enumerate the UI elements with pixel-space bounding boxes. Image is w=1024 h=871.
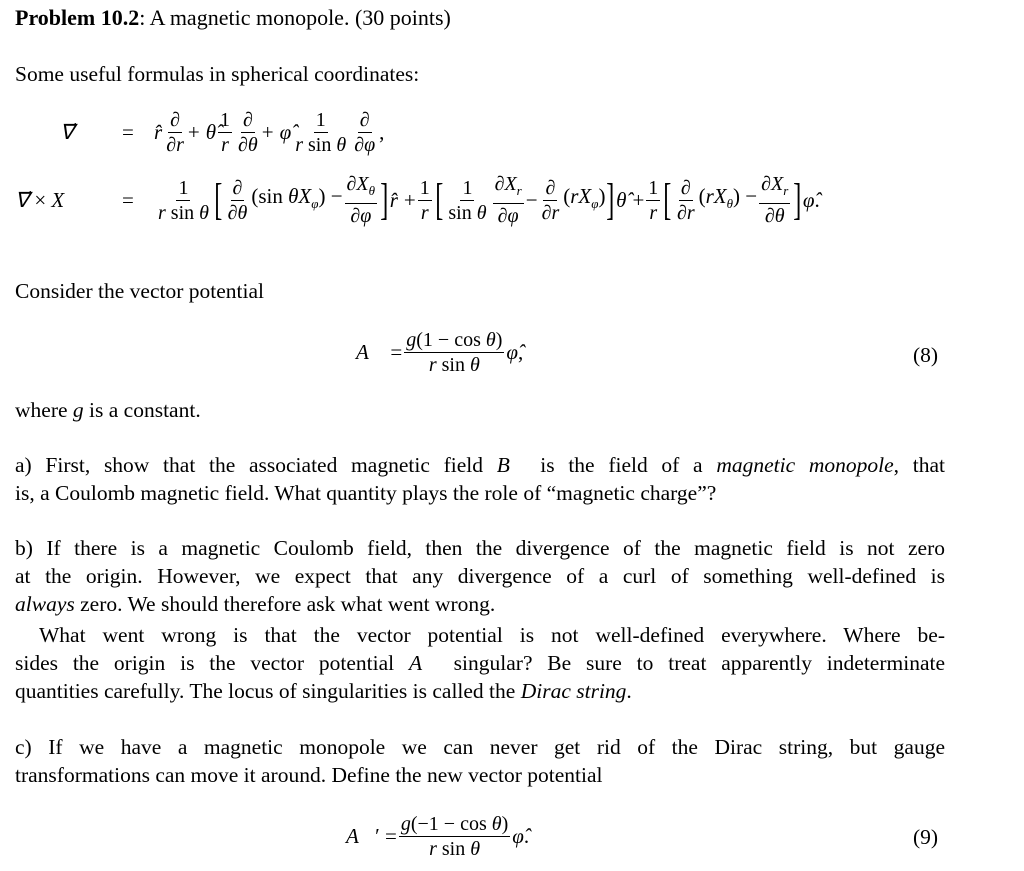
- part-b-line-5-pre: sides the origin is the vector potential: [15, 651, 409, 675]
- part-a-line-1: a) First, show that the associated magnetic field B⃗ is the field of a magnetic monopole, that: [15, 453, 945, 477]
- part-b-line-6-post: .: [626, 679, 632, 703]
- part-b-line-1: b) If there is a magnetic Coulomb field, then the divergence of the magnetic field is not zero: [15, 536, 945, 560]
- gradient-formula: ∇⃗ = r̂ $\frac{\partial}{\partial r}$ + θ̂ $\frac{1}{r}$ $\frac{\partial}{\partial\theta}$ + φ̂ $\frac{1}{\text{r sin θ}}$ $\frac{\partial}{\partial\varphi}$ ,: [60, 108, 385, 156]
- part-a-mid: is the field of a: [526, 453, 717, 477]
- part-a-line-2: is, a Coulomb magnetic field. What quantity plays the role of “magnetic charge”?: [15, 481, 717, 505]
- part-b-emphasis: always: [15, 592, 75, 616]
- part-b-line-5-post: singular? Be sure to treat apparently indeterminate: [438, 651, 945, 675]
- part-c-line-1: c) If we have a magnetic monopole we can never get rid of the Dirac string, but gauge: [15, 735, 945, 759]
- part-b-line-2: at the origin. However, we expect that any divergence of a curl of something well-defined is: [15, 564, 945, 588]
- part-b-line-6-pre: quantities carefully. The locus of singularities is called the: [15, 679, 521, 703]
- part-a-emphasis: magnetic monopole: [716, 453, 894, 477]
- where-pre: where: [15, 398, 73, 422]
- part-c-line-2: transformations can move it around. Define the new vector potential: [15, 763, 603, 787]
- problem-label: Problem 10.2: [15, 5, 140, 30]
- where-var: g: [72, 398, 84, 422]
- curl-formula: ∇⃗ × X⃗ = $\frac{1}{\text{r sin θ}}$ [ $\frac{\partial}{\partial\theta}$ (sin $\theta X_\varphi$) − $\frac{\partial X_\theta}{\partial\varphi}$ ] r̂ + $\frac{1}{r}$ [ $\frac{1}{\text{sin θ}}$ $\frac{\partial X_r}{\partial\varphi}$ − $\frac{\partial}{\partial r}$ $(rX_\varphi)$ ] θ̂ + $\frac{1}{r}$ [ $\frac{\partial}{\partial r}$ $(rX_\theta)$ − $\frac{\partial X_r}{\partial\theta}$ ] φ̂ .: [15, 173, 820, 227]
- equation-9: A⃗′ = $\frac{\text{g(−1 − cos θ)}}{\text{r sin θ}}$ φ̂ .: [346, 812, 530, 860]
- part-a-text: a) First, show that the associated magnetic field: [15, 453, 497, 477]
- where-text: [15, 396, 201, 424]
- where-post: is a constant.: [83, 398, 201, 422]
- equation-8-number: (8): [913, 343, 939, 367]
- part-b-line-3: [15, 590, 495, 618]
- dirac-string-term: Dirac string: [520, 679, 627, 703]
- part-b-line-4: What went wrong is that the vector potential is not well-defined everywhere. Where be-: [39, 623, 945, 647]
- problem-heading: : A magnetic monopole. (30 points): [139, 5, 451, 30]
- equation-8: A⃗ = $\frac{\text{g(1 − cos θ)}}{\text{r sin θ}}$ φ̂ ,: [356, 328, 524, 376]
- part-b-line-3-text: zero. We should therefore ask what went wrong.: [74, 592, 496, 616]
- intro-text: Some useful formulas in spherical coordinates:: [15, 62, 420, 86]
- equation-9-number: (9): [913, 825, 939, 849]
- consider-text: Consider the vector potential: [15, 279, 264, 303]
- part-a-post: , that: [893, 453, 945, 477]
- part-b-line-5: sides the origin is the vector potential A⃗ singular? Be sure to treat apparently indeterminate: [15, 651, 945, 675]
- part-b-line-6: [15, 677, 632, 705]
- problem-title: [15, 4, 451, 32]
